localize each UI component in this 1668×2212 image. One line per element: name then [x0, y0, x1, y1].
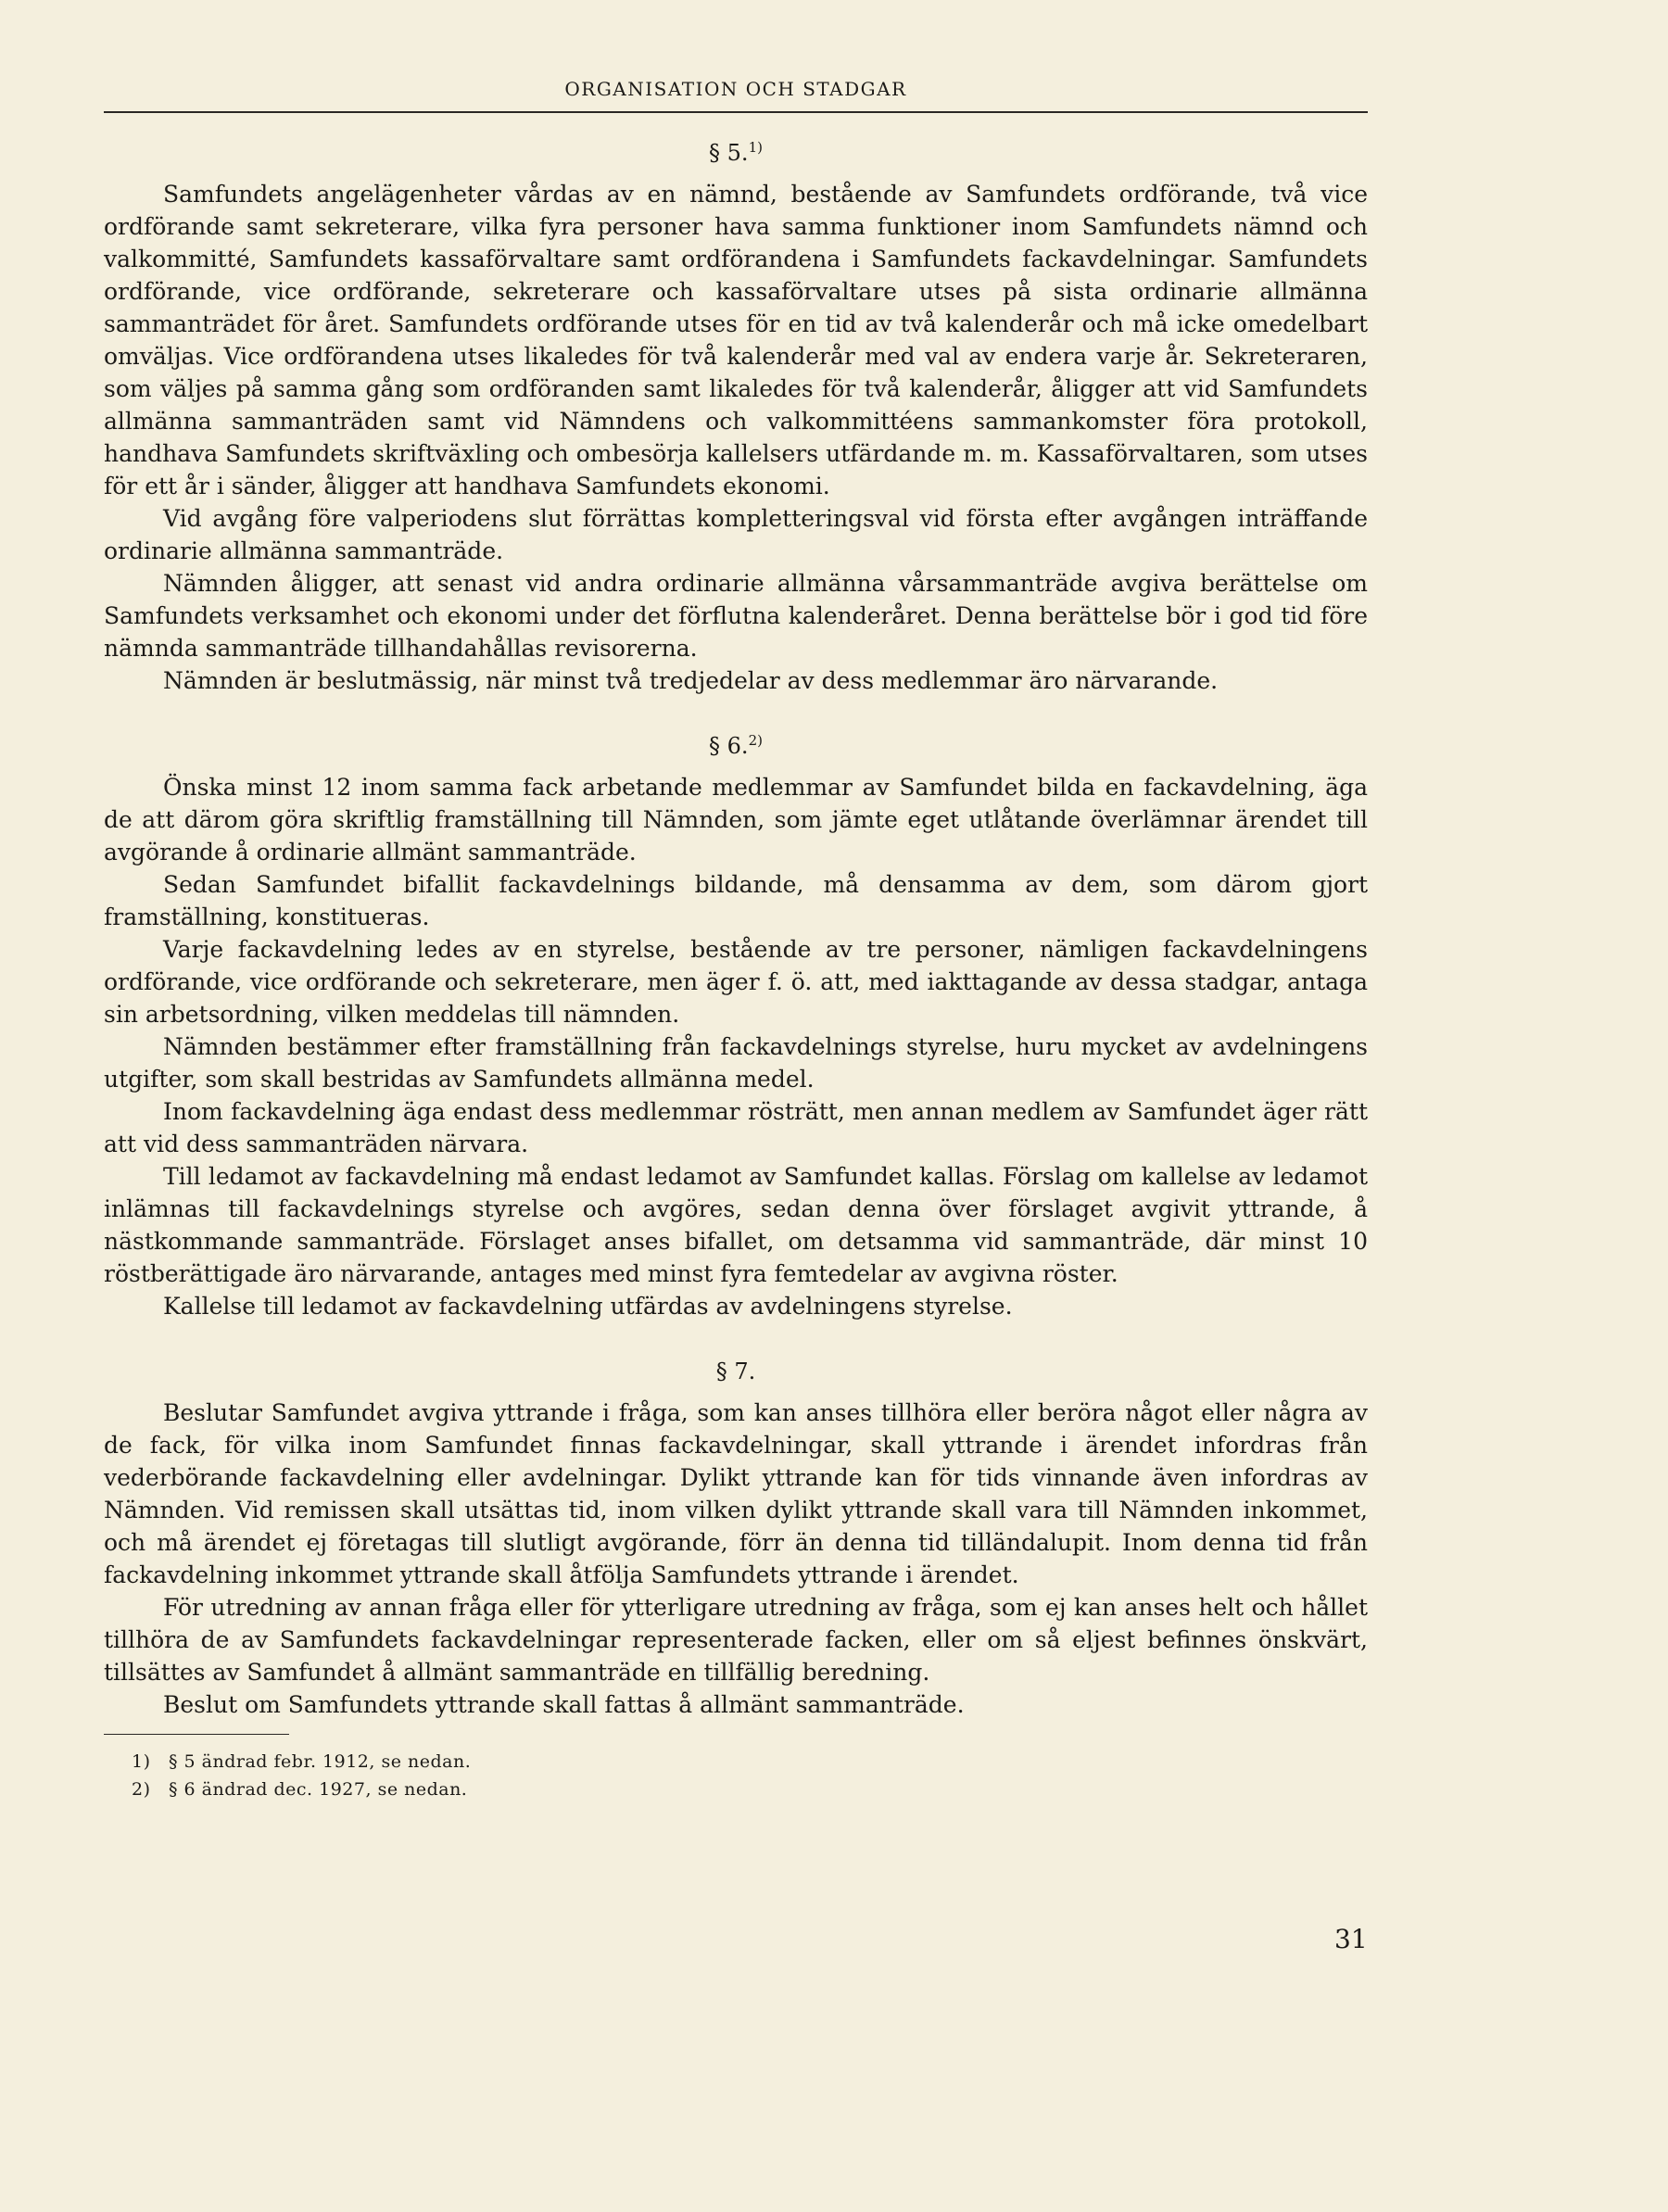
- running-header: ORGANISATION OCH STADGAR: [564, 78, 907, 100]
- footnote-reference: 2): [748, 732, 763, 749]
- paragraph: Kallelse till ledamot av fackavdelning utfärdas av avdelningens styrelse.: [163, 1293, 1013, 1320]
- section-heading: [104, 139, 1368, 167]
- header-rule: [104, 111, 1368, 113]
- footnote-rule: [104, 1734, 289, 1735]
- paragraph: Samfundets angelägenheter vårdas av en nämnd, bestående av Samfundets ordförande, två vice ordförande samt sekreterare, vilka fyra personer hava samma funktioner inom Samfundets nämnd och valkommitté, Samfundets kassaförvaltare samt ordförandena i Samfundets fackavdelningar. Samfundets ordförande, vice ordförande, sekreterare och kassaförvaltare utses på sista ordinarie allmänna sammanträdet för året. Samfundets ordförande utses för en tid av två kalenderår och må icke omedelbart omväljas. Vice ordförandena utses likaledes för två kalenderår med val av endera varje år. Sekreteraren, som väljes på samma gång som ordföranden samt likaledes för två kalenderår, åligger att vid Samfundets allmänna sammanträden samt vid Nämndens och valkommittéens sammankomster föra protokoll, handhava Samfundets skriftväxling och ombesörja kallelsers utfärdande m. m. Kassaförvaltaren, som utses för ett år i sänder, åligger att handhava Samfundets ekonomi.: [104, 181, 1368, 499]
- paragraph: Inom fackavdelning äga endast dess medlemmar rösträtt, men annan medlem av Samfundet äger rätt att vid dess sammanträden närvara.: [104, 1098, 1368, 1157]
- section-symbol: § 5.: [709, 140, 749, 166]
- paragraph: Till ledamot av fackavdelning må endast ledamot av Samfundet kallas. Förslag om kallelse av ledamot inlämnas till fackavdelnings styrelse och avgöres, sedan denna över förslaget avgivit yttrande, å nästkommande sammanträde. Förslaget anses bifallet, om detsamma vid sammanträde, där minst 10 röstberättigade äro närvarande, antages med minst fyra femtedelar av avgivna röster.: [104, 1163, 1368, 1287]
- paragraph: Varje fackavdelning ledes av en styrelse, bestående av tre personer, nämligen fackavdelningens ordförande, vice ordförande och sekreterare, men äger f. ö. att, med iakttagande av dessa stadgar, antaga sin arbetsordning, vilken meddelas till nämnden.: [104, 936, 1368, 1028]
- paragraph: För utredning av annan fråga eller för ytterligare utredning av fråga, som ej kan anses helt och hållet tillhöra de av Samfundets fackavdelningar representerade facken, eller om så eljest befinnes önskvärt, tillsättes av Samfundet å allmänt sammanträde en tillfällig beredning.: [104, 1594, 1368, 1686]
- footnote: [132, 1776, 1368, 1803]
- section-heading: [104, 1358, 1368, 1385]
- paragraph: Nämnden åligger, att senast vid andra ordinarie allmänna vårsammanträde avgiva berättelse om Samfundets verksamhet och ekonomi under det förflutna kalenderåret. Denna berättelse bör i god tid före nämnda sammanträde tillhandahållas revisorerna.: [104, 570, 1368, 662]
- paragraph: Vid avgång före valperiodens slut förrättas kompletteringsval vid första efter avgången inträffande ordinarie allmänna sammanträde.: [104, 505, 1368, 564]
- footnote-text: § 5 ändrad febr. 1912, se nedan.: [169, 1751, 472, 1772]
- paragraph: Beslutar Samfundet avgiva yttrande i fråga, som kan anses tillhöra eller beröra något eller några av de fack, för vilka inom Samfundet finnas fackavdelningar, skall yttrande i ärendet infordras från vederbörande fackavdelning eller avdelningar. Dylikt yttrande kan för tids vinnande även infordras av Nämnden. Vid remissen skall utsättas tid, inom vilken dylikt yttrande skall vara till Nämnden inkommet, och må ärendet ej företagas till slutligt avgörande, förr än denna tid tilländalupit. Inom denna tid från fackavdelning inkommet yttrande skall åtfölja Samfundets yttrande i ärendet.: [104, 1399, 1368, 1588]
- section-7: [104, 1358, 1368, 1721]
- paragraph: Nämnden är beslutmässig, när minst två tredjedelar av dess medlemmar äro närvarande.: [163, 667, 1219, 694]
- footnote-text: § 6 ändrad dec. 1927, se nedan.: [169, 1779, 468, 1800]
- section-6: [104, 732, 1368, 1322]
- document-body: [104, 139, 1368, 1803]
- section-heading: [104, 732, 1368, 760]
- section-5: [104, 139, 1368, 697]
- page-number: 31: [1334, 1924, 1368, 1954]
- footnote-mark: 1): [132, 1751, 151, 1772]
- footnote-reference: 1): [748, 139, 763, 156]
- section-symbol: § 6.: [709, 733, 749, 759]
- footnote: [132, 1748, 1368, 1776]
- paragraph: Önska minst 12 inom samma fack arbetande medlemmar av Samfundet bilda en fackavdelning, äga de att därom göra skriftlig framställning till Nämnden, som jämte eget utlåtande överlämnar ärendet till avgörande å ordinarie allmänt sammanträde.: [104, 774, 1368, 866]
- paragraph: Nämnden bestämmer efter framställning från fackavdelnings styrelse, huru mycket av avdelningens utgifter, som skall bestridas av Samfundets allmänna medel.: [104, 1033, 1368, 1093]
- paragraph: Sedan Samfundet bifallit fackavdelnings bildande, må densamma av dem, som därom gjort framställning, konstitueras.: [104, 871, 1368, 930]
- section-symbol: § 7.: [715, 1359, 756, 1384]
- paragraph: Beslut om Samfundets yttrande skall fattas å allmänt sammanträde.: [163, 1691, 965, 1718]
- footnote-mark: 2): [132, 1779, 151, 1800]
